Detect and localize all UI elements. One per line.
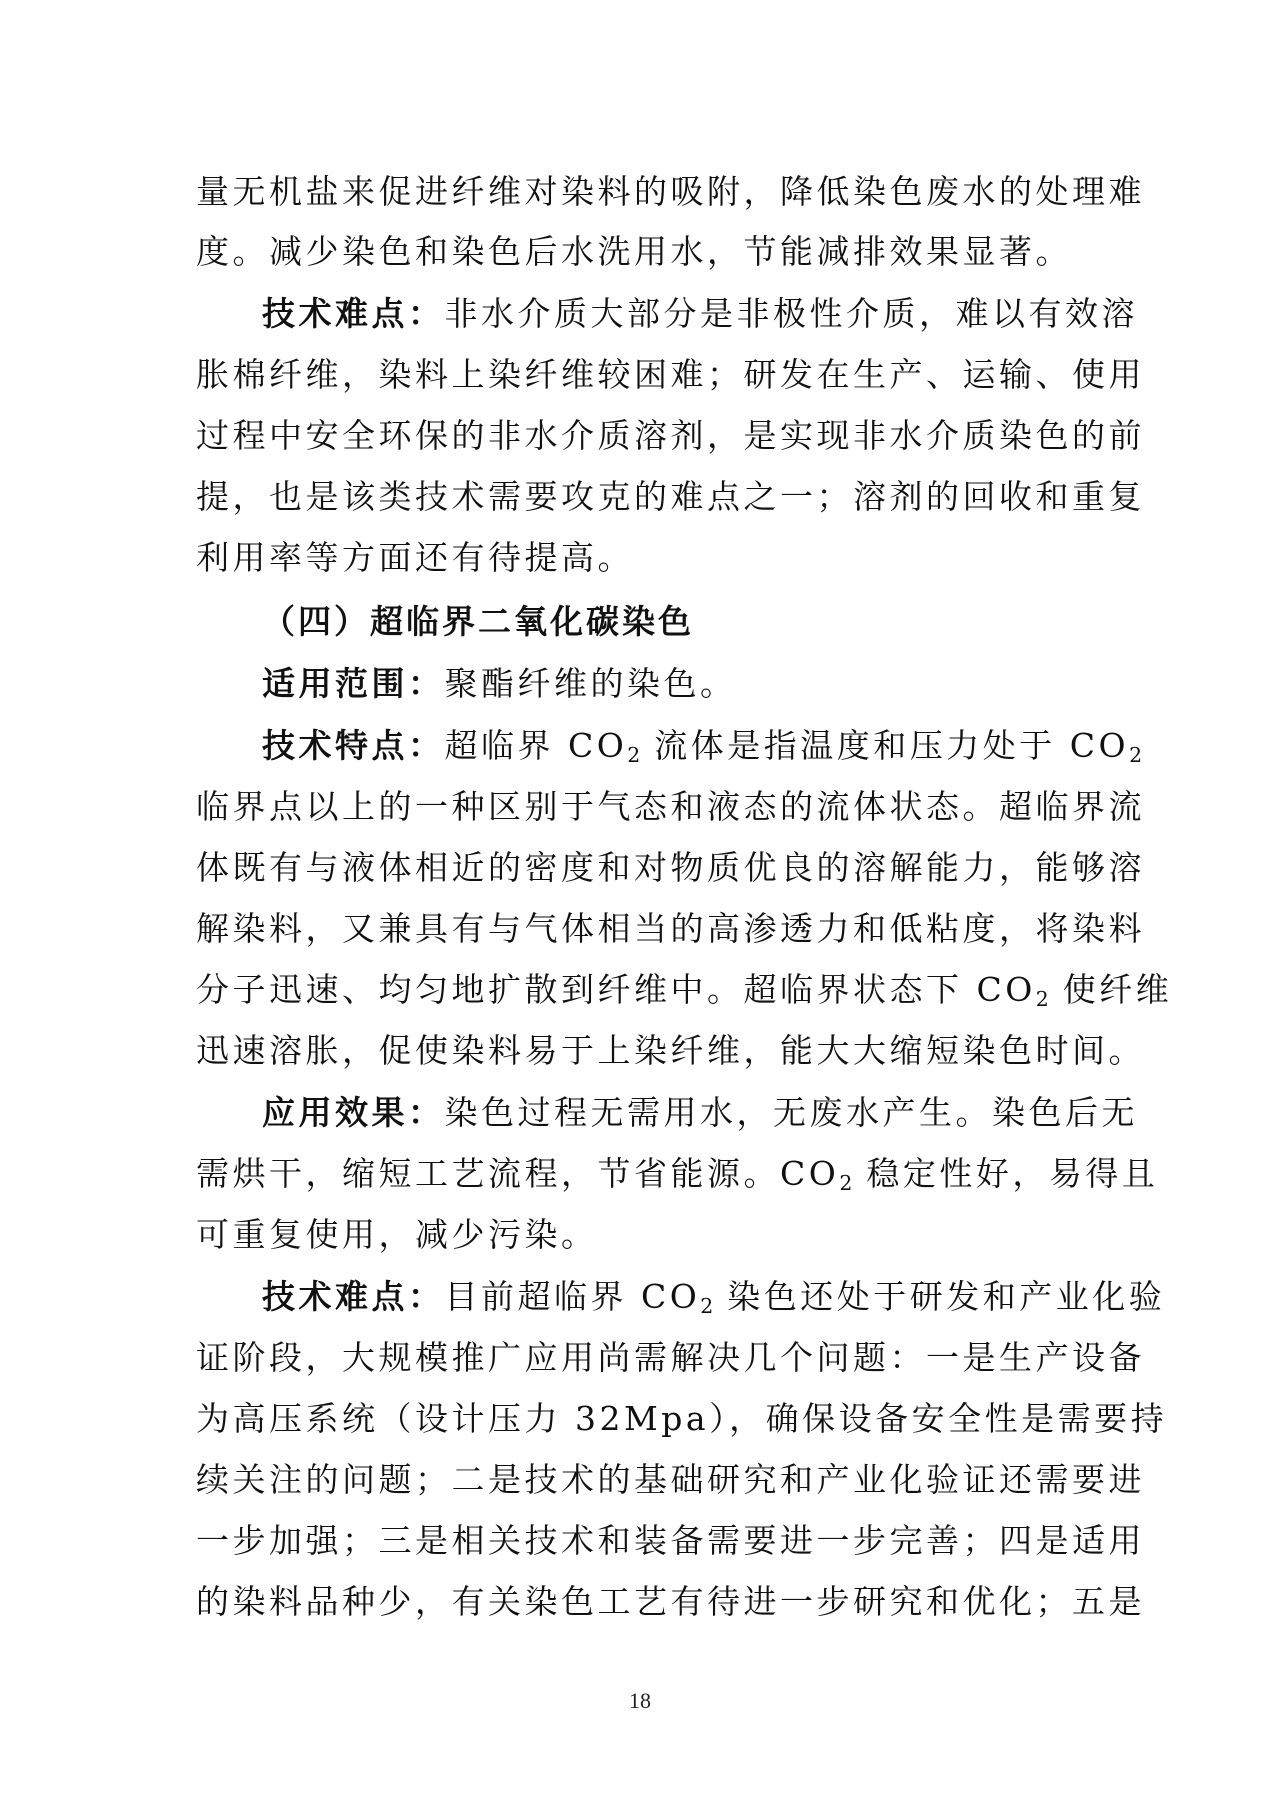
paragraph-label: 适用范围： [262, 664, 445, 703]
body-text-line [196, 1154, 1159, 1196]
paragraph-technical-difficulties [262, 294, 1138, 334]
body-text-line: 迅速溶胀，促使染料易于上染纤维，能大大缩短染色时间。 [196, 1031, 1145, 1070]
body-text-line: 量无机盐来促进纤维对染料的吸附，降低染色废水的处理难 [196, 172, 1145, 211]
subscript: 2 [839, 1171, 853, 1196]
body-text-line: 胀棉纤维，染料上染纤维较困难；研发在生产、运输、使用 [196, 355, 1145, 394]
paragraph-application-effect [262, 1093, 1138, 1133]
paragraph-label: 技术特点： [262, 726, 445, 765]
body-text-line: 一步加强；三是相关技术和装备需要进一步完善；四是适用 [196, 1521, 1145, 1560]
body-text: 稳定性好，易得且 [852, 1154, 1159, 1193]
body-text-line: 为高压系统（设计压力 32Mpa），确保设备安全性是需要持 [196, 1399, 1168, 1438]
body-text-line: 续关注的问题；二是技术的基础研究和产业化验证还需要进 [196, 1460, 1145, 1499]
body-text: 超临界 CO [444, 726, 628, 765]
body-text-line: 体既有与液体相近的密度和对物质优良的溶解能力，能够溶 [196, 848, 1145, 887]
body-text: 非水介质大部分是非极性介质，难以有效溶 [444, 294, 1138, 333]
body-text-line: 度。减少染色和染色后水洗用水，节能减排效果显著。 [196, 232, 1072, 271]
body-text-line [196, 970, 1173, 1012]
paragraph-scope [262, 664, 1084, 704]
body-text: 使纤维 [1048, 970, 1173, 1009]
subscript: 2 [1035, 987, 1049, 1012]
body-text-line: 证阶段，大规模推广应用尚需解决几个问题：一是生产设备 [196, 1338, 1145, 1377]
body-text: 染色还处于研发和产业化验 [713, 1277, 1166, 1316]
paragraph-label: 技术难点： [262, 294, 445, 333]
body-text-line: 可重复使用，减少污染。 [196, 1215, 598, 1254]
section-heading: （四）超临界二氧化碳染色 [262, 602, 694, 641]
body-text: 需烘干，缩短工艺流程，节省能源。CO [196, 1154, 840, 1193]
body-text: 分子迅速、均匀地扩散到纤维中。超临界状态下 CO [196, 970, 1036, 1009]
subscript: 2 [700, 1294, 714, 1319]
body-text-line: 过程中安全环保的非水介质溶剂，是实现非水介质染色的前 [196, 416, 1145, 455]
body-text: 流体是指温度和压力处于 CO [640, 726, 1130, 765]
body-text: 染色过程无需用水，无废水产生。染色后无 [444, 1093, 1138, 1132]
body-text: 目前超临界 CO [444, 1277, 701, 1316]
subscript: 2 [1129, 743, 1143, 768]
body-text-line: 提，也是该类技术需要攻克的难点之一；溶剂的回收和重复 [196, 477, 1145, 516]
subscript: 2 [627, 743, 641, 768]
paragraph-technical-features [262, 726, 1143, 768]
body-text-line: 利用率等方面还有待提高。 [196, 538, 634, 577]
body-text: 聚酯纤维的染色。 [444, 664, 737, 703]
paragraph-label: 技术难点： [262, 1277, 445, 1316]
body-text-line: 临界点以上的一种区别于气态和液态的流体状态。超临界流 [196, 787, 1145, 826]
paragraph-label: 应用效果： [262, 1093, 445, 1132]
paragraph-technical-difficulties [262, 1277, 1166, 1319]
body-text-line: 的染料品种少，有关染色工艺有待进一步研究和优化；五是 [196, 1582, 1145, 1621]
page-number: 18 [629, 1688, 651, 1713]
body-text-line: 解染料，又兼具有与气体相当的高渗透力和低粘度，将染料 [196, 909, 1145, 948]
